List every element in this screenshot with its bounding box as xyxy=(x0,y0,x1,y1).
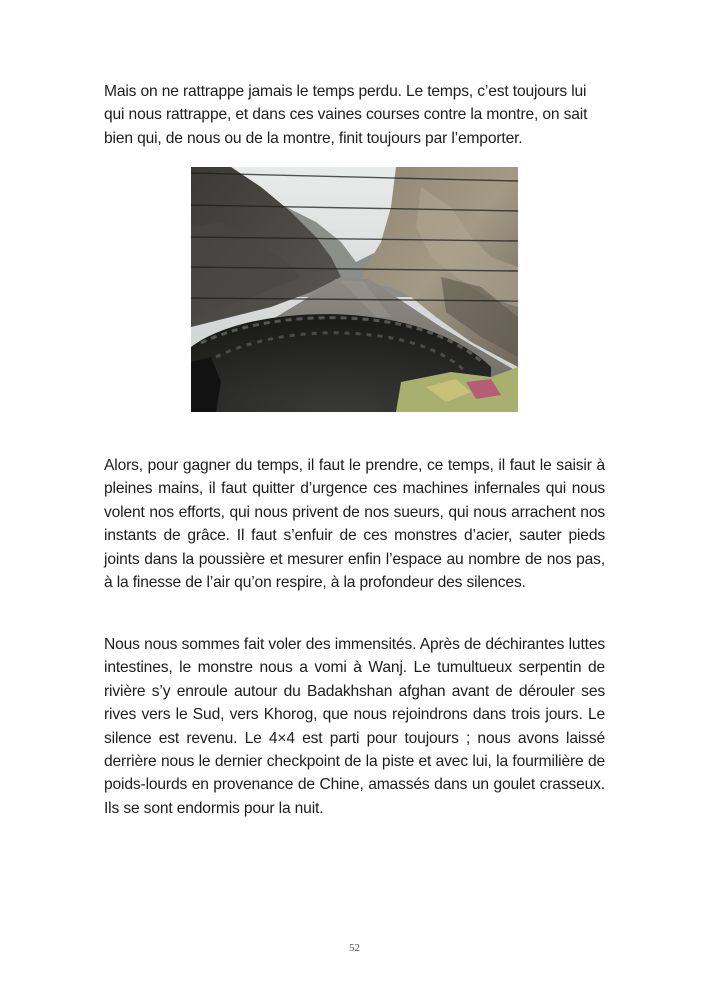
photo-illustration xyxy=(191,167,518,412)
page-number: 52 xyxy=(349,942,360,954)
paragraph-body-1: Alors, pour gagner du temps, il faut le prendre, ce temps, il faut le saisir à pleines mains, il faut quitter d’urgence ces machines infernales qui nous volent nos efforts, qui nous privent de nos sueurs, qui nous arrachent nos instants de grâce. Il faut s’enfuir de ces monstres d’acier, sauter pieds joints dans la poussière et mesurer enfin l’espace au nombre de nos pas, à la finesse de l’air qu’on respire, à la profondeur des silences. xyxy=(104,457,605,592)
paragraph-body-2: Nous nous sommes fait voler des immensités. Après de déchirantes luttes intestines, le monstre nous a vomi à Wanj. Le tumultueux serpentin de rivière s’y enroule autour du Badakhshan afghan avant de dérouler ses rives vers le Sud, vers Khorog, que nous rejoindrons dans trois jours. Le silence est revenu. Le 4×4 est parti pour toujours ; nous avons laissé derrière nous le dernier checkpoint de la piste et avec lui, la fourmilière de poids-lourds en provenance de Chine, amassés dans un goulet crasseux. Ils se sont endormis pour la nuit. xyxy=(104,636,605,817)
paragraph-intro: Mais on ne rattrappe jamais le temps perdu. Le temps, c’est toujours lui qui nous rattrappe, et dans ces vaines courses contre la montre, on sait bien qui, de nous ou de la montre, finit toujours par l’emporter. xyxy=(104,83,588,147)
mountain-road-photo xyxy=(191,167,518,412)
